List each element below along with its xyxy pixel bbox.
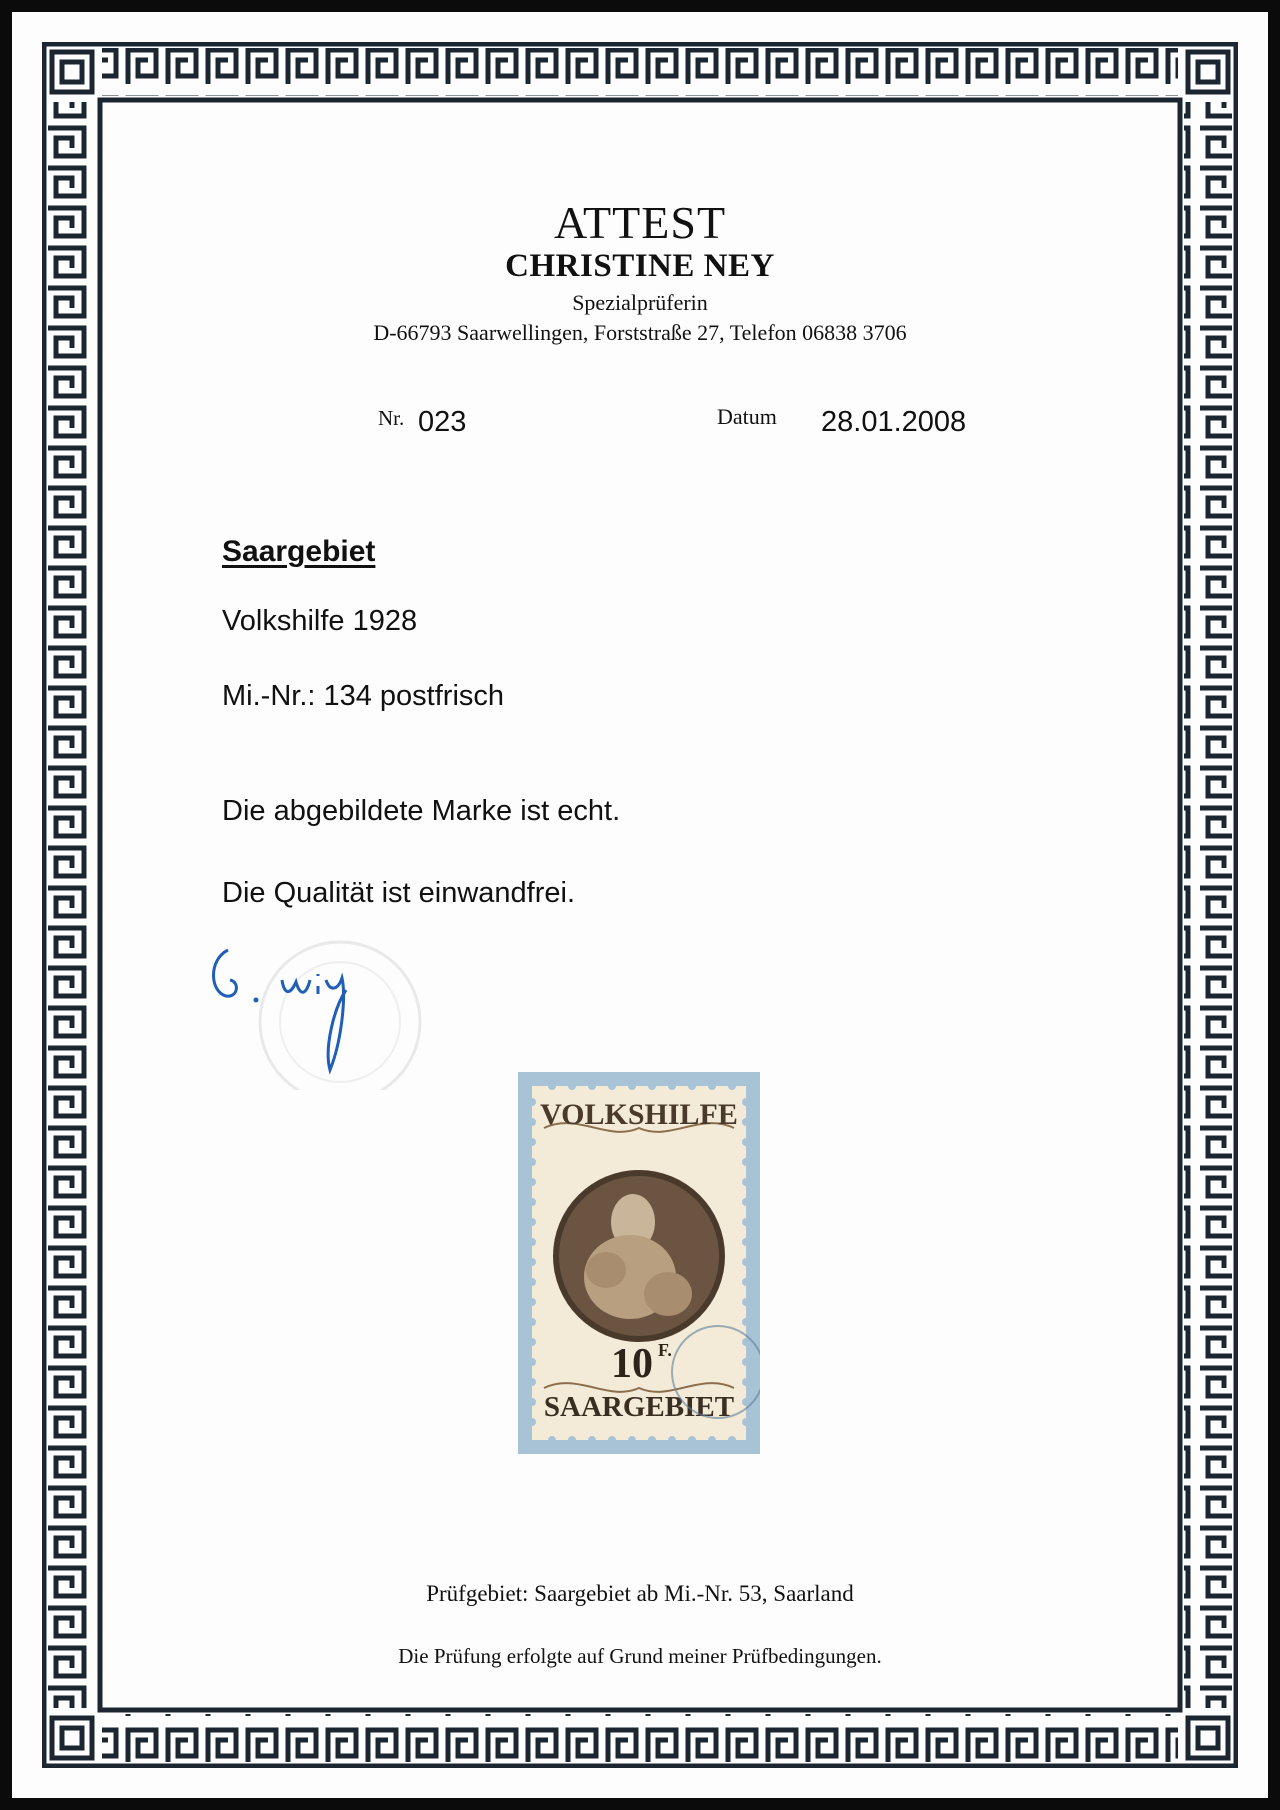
certificate-number: 023: [418, 406, 467, 438]
stamp-value: 10: [611, 1341, 653, 1387]
certificate-date: 28.01.2008: [821, 406, 967, 438]
certificate-title: ATTEST: [553, 197, 727, 248]
catalog-number: Mi.-Nr.: 134 postfrisch: [222, 680, 505, 712]
examiner-name: CHRISTINE NEY: [505, 248, 775, 284]
number-label: Nr.: [378, 406, 405, 430]
stamp-value-suffix: F.: [658, 1340, 672, 1360]
region-heading: Saargebiet: [222, 535, 376, 568]
exam-basis: Die Prüfung erfolgte auf Grund meiner Prüfbedingungen.: [398, 1644, 882, 1668]
examiner-role: Spezialprüferin: [572, 290, 708, 315]
signature-with-seal: [200, 930, 440, 1090]
stamp-top-text: VOLKSHILFE: [540, 1098, 738, 1131]
examiner-address: D-66793 Saarwellingen, Forststraße 27, Telefon 06838 3706: [373, 320, 907, 345]
exam-field: Prüfgebiet: Saargebiet ab Mi.-Nr. 53, Saarland: [426, 1581, 854, 1606]
issue-name: Volkshilfe 1928: [222, 605, 418, 637]
genuine-statement: Die abgebildete Marke ist echt.: [222, 795, 621, 827]
stamp-image: [518, 1072, 760, 1454]
stamp-bottom-text: SAARGEBIET: [543, 1391, 735, 1423]
quality-statement: Die Qualität ist einwandfrei.: [222, 877, 575, 909]
date-label: Datum: [717, 404, 777, 429]
